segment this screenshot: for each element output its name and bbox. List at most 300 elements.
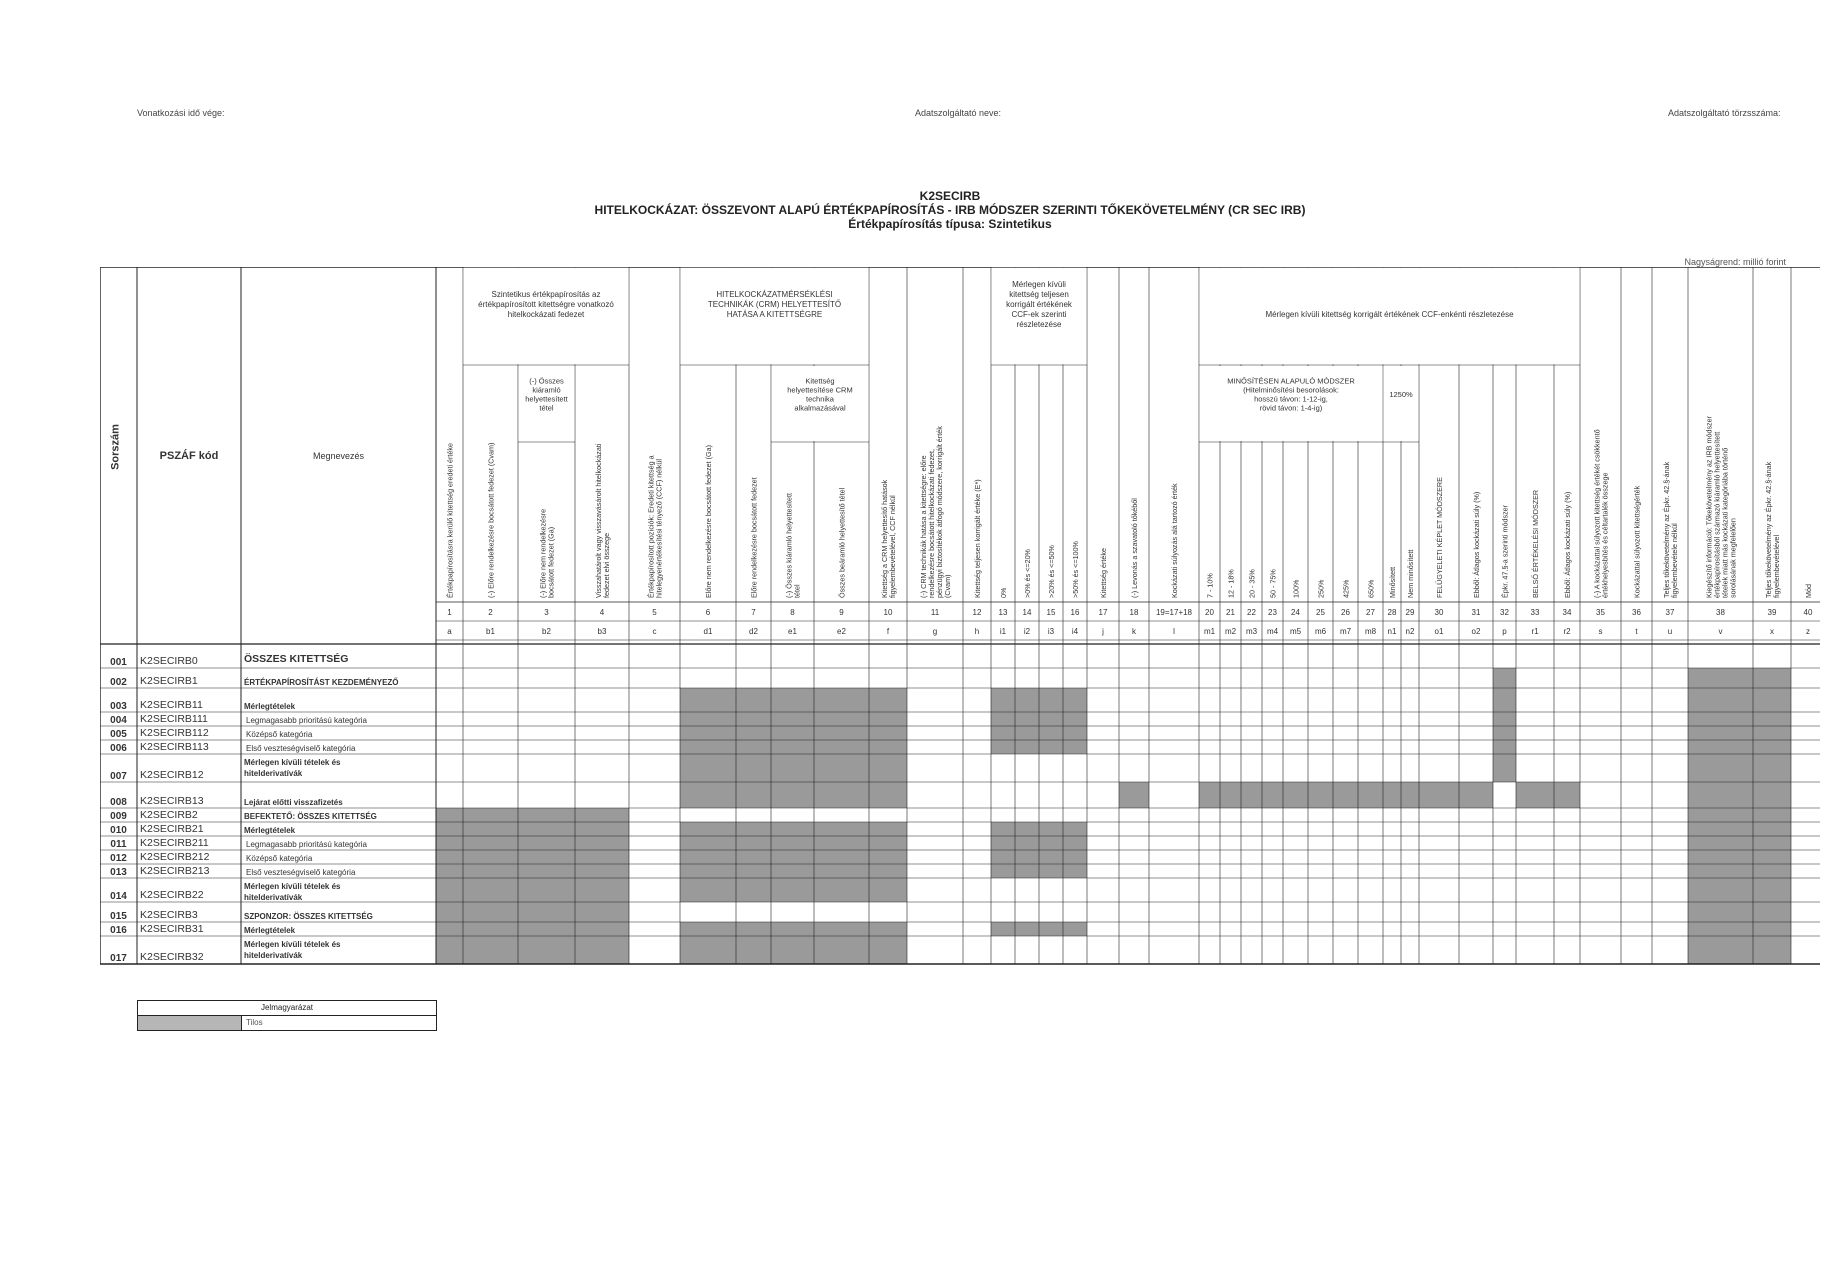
row-name: hitelderivatívák: [244, 893, 303, 902]
group-header-text: hitelkockázati fedezet: [507, 310, 585, 319]
forbidden-cell: [1753, 740, 1791, 754]
forbidden-cell: [736, 878, 771, 902]
forbidden-cell: [575, 902, 629, 922]
column-label: Kockázati súlyozás alá tartozó érték: [1170, 483, 1179, 598]
provider-name-label: Adatszolgáltató neve:: [915, 108, 1002, 118]
forbidden-cell: [1753, 782, 1791, 808]
row-number: 016: [110, 925, 127, 936]
column-letter: m1: [1203, 627, 1216, 636]
forbidden-cell: [680, 712, 736, 726]
forbidden-cell: [1753, 822, 1791, 836]
forbidden-cell: [771, 922, 814, 936]
forbidden-cell: [1308, 782, 1333, 808]
forbidden-cell: [680, 936, 736, 964]
row-name: hitelderivatívák: [244, 951, 303, 960]
column-letter: t: [1635, 627, 1638, 636]
sub-group-header-text: Kitettség: [805, 376, 835, 386]
group-header-text: korrigált értékének: [1006, 300, 1072, 309]
forbidden-cell: [518, 850, 575, 864]
forbidden-cell: [1753, 902, 1791, 922]
forbidden-cell: [1688, 726, 1753, 740]
group-header-text: értékpapírosított kitettségre vonatkozó: [478, 300, 614, 309]
column-letter: x: [1770, 627, 1774, 636]
forbidden-cell: [1039, 712, 1063, 726]
row-name: SZPONZOR: ÖSSZES KITETTSÉG: [244, 912, 373, 921]
row-code: K2SECIRB113: [140, 741, 209, 753]
forbidden-cell: [1063, 864, 1087, 878]
column-letter: d1: [703, 627, 713, 636]
forbidden-cell: [1063, 850, 1087, 864]
column-letter: e2: [837, 627, 846, 636]
column-letter: b1: [486, 627, 495, 636]
column-label: 425%: [1341, 579, 1351, 598]
row-number: 008: [110, 797, 127, 808]
forbidden-cell: [1241, 782, 1262, 808]
forbidden-cell: [1015, 864, 1039, 878]
forbidden-cell: [991, 922, 1015, 936]
forbidden-cell: [814, 726, 869, 740]
forbidden-cell: [1753, 922, 1791, 936]
column-label: Teljes tőkekövetelmény az Épkr. 42.§-ának: [1662, 461, 1671, 598]
column-letter: s: [1598, 627, 1603, 636]
column-number: 23: [1268, 608, 1277, 617]
forbidden-cell: [1039, 864, 1063, 878]
forbidden-cell: [736, 864, 771, 878]
row-name: Legmagasabb prioritású kategória: [246, 716, 367, 725]
legend-title: Jelmagyarázat: [138, 1001, 436, 1016]
forbidden-cell: [575, 922, 629, 936]
forbidden-cell: [518, 808, 575, 822]
forbidden-cell: [518, 836, 575, 850]
row-number: 013: [110, 867, 127, 878]
legend: [137, 1000, 437, 1031]
column-letter: l: [1173, 627, 1175, 636]
column-label: 100%: [1291, 579, 1301, 598]
column-letter: r2: [1563, 627, 1571, 636]
column-label: (-) Levonás a szavatoló tőkéből: [1130, 498, 1139, 598]
column-number: 11: [930, 608, 940, 617]
row-name: Középső kategória: [246, 730, 313, 739]
row-name: Mérlegtételek: [244, 926, 296, 935]
column-label: (-) A kockázattal súlyozott kitettség értékét csökkentő: [1592, 429, 1602, 598]
forbidden-cell: [1015, 822, 1039, 836]
forbidden-cell: [771, 850, 814, 864]
column-number: 6: [705, 608, 711, 617]
row-name: Mérlegen kívüli tételek és: [244, 882, 341, 891]
column-label: tételek miatt más kockázati kategóriába történő: [1720, 447, 1730, 598]
column-label: Nem minősített: [1406, 549, 1415, 598]
forbidden-cell: [1493, 726, 1516, 740]
sorszam-header: Sorszám: [109, 424, 122, 470]
forbidden-cell: [869, 740, 907, 754]
unit-label: Nagyságrend: millió forint: [1684, 257, 1786, 267]
forbidden-cell: [1063, 712, 1087, 726]
forbidden-cell: [991, 740, 1015, 754]
column-label: >50% és <=100%: [1071, 541, 1080, 598]
forbidden-cell: [771, 836, 814, 850]
forbidden-cell: [1753, 754, 1791, 782]
column-letter: b3: [597, 627, 607, 636]
forbidden-cell: [771, 726, 814, 740]
forbidden-cell: [680, 822, 736, 836]
sub-group-header-text: alkalmazásával: [794, 403, 846, 413]
group-header-text: kitettség teljesen: [1009, 290, 1069, 299]
sub-group-header-text: (-) Összes: [529, 376, 564, 386]
row-number: 009: [110, 811, 127, 822]
forbidden-cell: [436, 822, 463, 836]
column-number: 24: [1291, 608, 1300, 617]
row-code: K2SECIRB12: [140, 769, 204, 781]
forbidden-cell: [1039, 850, 1063, 864]
forbidden-cell: [736, 688, 771, 712]
column-label: bocsátott fedezet (Ga): [546, 526, 556, 598]
forbidden-cell: [736, 922, 771, 936]
forbidden-cell: [680, 922, 736, 936]
forbidden-cell: [463, 850, 518, 864]
forbidden-cell: [575, 936, 629, 964]
column-number: 38: [1716, 608, 1725, 617]
forbidden-cell: [1688, 782, 1753, 808]
forbidden-cell: [814, 936, 869, 964]
forbidden-cell: [436, 808, 463, 822]
column-number: 35: [1596, 608, 1605, 617]
column-number: 2: [488, 608, 493, 617]
forbidden-cell: [736, 836, 771, 850]
forbidden-cell: [518, 902, 575, 922]
column-label: Ebből: Átlagos kockázati súly (%): [1563, 491, 1572, 598]
legend-item: Tilos: [246, 1018, 263, 1027]
forbidden-cell: [1753, 850, 1791, 864]
forbidden-cell: [1493, 740, 1516, 754]
column-number: 27: [1366, 608, 1375, 617]
forbidden-cell: [1401, 782, 1419, 808]
forbidden-cell: [1493, 712, 1516, 726]
group-header-text: TECHNIKÁK (CRM) HELYETTESÍTŐ: [707, 300, 842, 309]
forbidden-cell: [463, 864, 518, 878]
forbidden-cell: [1688, 822, 1753, 836]
forbidden-cell: [1383, 782, 1401, 808]
column-number: 34: [1562, 608, 1572, 617]
forbidden-cell: [814, 688, 869, 712]
forbidden-cell: [814, 712, 869, 726]
row-code: K2SECIRB211: [140, 837, 209, 849]
column-letter: i1: [999, 627, 1007, 636]
column-label: Visszahatárolt vagy visszavásárolt hitelkockázati: [594, 443, 603, 598]
forbidden-cell: [575, 808, 629, 822]
forbidden-cell: [1459, 782, 1493, 808]
forbidden-cell: [991, 864, 1015, 878]
forbidden-cell: [680, 864, 736, 878]
row-code: K2SECIRB112: [140, 727, 209, 739]
forbidden-cell: [771, 688, 814, 712]
forbidden-cell: [436, 878, 463, 902]
column-number: 14: [1022, 608, 1032, 617]
column-number: 1: [447, 608, 452, 617]
forbidden-cell: [680, 754, 736, 782]
forbidden-cell: [436, 836, 463, 850]
forbidden-cell: [869, 922, 907, 936]
column-number: 10: [883, 608, 893, 617]
forbidden-cell: [1688, 836, 1753, 850]
forbidden-cell: [436, 922, 463, 936]
row-number: 014: [110, 891, 127, 902]
column-label: figyelembevételével, CCF nélkül: [888, 495, 897, 598]
forbidden-cell: [771, 822, 814, 836]
column-letter: m7: [1339, 627, 1352, 636]
forbidden-cell: [1015, 836, 1039, 850]
forbidden-cell: [869, 822, 907, 836]
column-label: 0%: [999, 587, 1008, 598]
column-label: >20% és <=50%: [1047, 545, 1056, 598]
column-letter: n2: [1405, 627, 1415, 636]
forbidden-cell: [518, 936, 575, 964]
group-header-text: HATÁSA A KITETTSÉGRE: [726, 310, 823, 319]
forbidden-cell: [991, 712, 1015, 726]
forbidden-cell: [680, 850, 736, 864]
column-number: 4: [599, 608, 605, 617]
column-label: Kockázattal súlyozott kitettségérték: [1632, 485, 1642, 598]
column-letter: e1: [788, 627, 797, 636]
column-number: 40: [1803, 608, 1813, 617]
forbidden-cell: [814, 850, 869, 864]
report-table: [100, 267, 1820, 992]
forbidden-cell: [1015, 726, 1039, 740]
forbidden-cell: [736, 754, 771, 782]
forbidden-cell: [1039, 922, 1063, 936]
forbidden-cell: [1753, 808, 1791, 822]
forbidden-cell: [1753, 726, 1791, 740]
row-number: 002: [110, 677, 127, 688]
column-number: 5: [652, 608, 657, 617]
forbidden-cell: [991, 726, 1015, 740]
forbidden-cell: [680, 878, 736, 902]
row-name: ÖSSZES KITETTSÉG: [244, 653, 349, 665]
column-label: Ebből: Átlagos kockázati súly (%): [1472, 491, 1481, 598]
column-label: Mód: [1804, 584, 1813, 598]
sub-group-header-text: 1250%: [1389, 390, 1413, 399]
forbidden-cell: [771, 782, 814, 808]
column-label: 12 - 18%: [1226, 569, 1236, 598]
pszaf-header: PSZÁF kód: [159, 450, 219, 462]
column-number: 3: [544, 608, 549, 617]
row-number: 001: [110, 657, 127, 668]
column-letter: d2: [749, 627, 758, 636]
column-label: 20 - 35%: [1247, 569, 1257, 598]
column-label: Értékpapírosított pozíciók: Eredeti kitettség a: [646, 455, 656, 598]
forbidden-cell: [771, 740, 814, 754]
forbidden-cell: [1516, 782, 1554, 808]
column-number: 20: [1205, 608, 1214, 617]
forbidden-cell: [518, 822, 575, 836]
forbidden-cell: [1015, 850, 1039, 864]
row-name: Középső kategória: [246, 854, 313, 863]
forbidden-cell: [436, 902, 463, 922]
column-label: Kitettség a CRM helyettesítő hatások: [880, 479, 889, 598]
forbidden-cell: [991, 822, 1015, 836]
forbidden-cell: [1753, 668, 1791, 688]
column-label: figyelembevétele nélkül: [1670, 523, 1679, 598]
row-name: ÉRTÉKPAPÍROSÍTÁST KEZDEMÉNYEZŐ: [244, 678, 399, 687]
column-label: Kitettség értéke: [1099, 548, 1108, 598]
column-letter: i2: [1023, 627, 1031, 636]
sub-group-header-text: technika: [806, 394, 834, 404]
forbidden-cell: [680, 782, 736, 808]
forbidden-cell: [1554, 782, 1580, 808]
forbidden-cell: [680, 740, 736, 754]
column-label: pénzügyi biztosítékok átfogó módszere, korrigált érték: [935, 426, 944, 598]
report-title: HITELKOCKÁZAT: ÖSSZEVONT ALAPÚ ÉRTÉKPAPÍROSÍTÁS - IRB MÓDSZER SZERINTI TŐKEKÖVETELMÉNY (CR SEC IRB): [594, 203, 1306, 217]
column-label: BELSŐ ÉRTÉKELÉSI MÓDSZER: [1531, 489, 1540, 598]
forbidden-cell: [869, 864, 907, 878]
forbidden-cell: [1493, 754, 1516, 782]
column-label: Teljes tőkekövetelmény az Épkr. 42.§-ának: [1764, 461, 1773, 598]
forbidden-cell: [518, 864, 575, 878]
column-label: FELÜGYELETI KÉPLET MÓDSZERE: [1435, 477, 1444, 598]
group-header-text: Szintetikus értékpapírosítás az: [491, 290, 601, 299]
forbidden-cell: [1493, 668, 1516, 688]
forbidden-cell: [1015, 922, 1039, 936]
forbidden-cell: [1015, 712, 1039, 726]
column-label: hitelegyenértékesítési tényező (CCF) nélkül: [654, 458, 664, 598]
forbidden-cell: [869, 754, 907, 782]
column-letter: p: [1502, 627, 1507, 636]
column-number: 37: [1665, 608, 1675, 617]
forbidden-cell: [518, 878, 575, 902]
forbidden-cell: [463, 936, 518, 964]
row-code: K2SECIRB22: [140, 889, 204, 901]
row-number: 003: [110, 701, 127, 712]
megnevezes-header: Megnevezés: [312, 451, 365, 461]
group-header-text: Mérlegen kívüli kitettség korrigált értékének CCF-enkénti részletezése: [1265, 310, 1514, 319]
column-letter: c: [652, 627, 657, 636]
forbidden-cell: [1688, 936, 1753, 964]
legend-swatch: [138, 1016, 242, 1030]
column-letter: m6: [1314, 627, 1327, 636]
sub-group-header-text: MINŐSÍTÉSEN ALAPULÓ MÓDSZER: [1227, 376, 1355, 386]
forbidden-cell: [771, 754, 814, 782]
forbidden-cell: [1493, 688, 1516, 712]
forbidden-cell: [436, 864, 463, 878]
column-number: 36: [1632, 608, 1641, 617]
forbidden-cell: [736, 740, 771, 754]
column-number: 21: [1226, 608, 1235, 617]
forbidden-cell: [1220, 782, 1241, 808]
column-number: 16: [1070, 608, 1080, 617]
forbidden-cell: [680, 836, 736, 850]
report-subtitle: Értékpapírosítás típusa: Szintetikus: [848, 217, 1052, 231]
column-number: 8: [790, 608, 795, 617]
forbidden-cell: [814, 836, 869, 850]
forbidden-cell: [1688, 754, 1753, 782]
column-label: 50 - 75%: [1268, 569, 1278, 598]
forbidden-cell: [814, 740, 869, 754]
row-name: Mérlegen kívüli tételek és: [244, 758, 341, 767]
group-header-text: CCF-ek szerinti: [1011, 310, 1067, 319]
forbidden-cell: [814, 864, 869, 878]
column-label: (-) CRM technikák hatása a kitettségre: előre: [919, 455, 928, 598]
column-number: 9: [839, 608, 844, 617]
forbidden-cell: [736, 726, 771, 740]
forbidden-cell: [1688, 740, 1753, 754]
row-name: Első veszteségviselő kategória: [246, 744, 356, 753]
column-letter: a: [447, 627, 452, 636]
forbidden-cell: [1063, 922, 1087, 936]
forbidden-cell: [1039, 836, 1063, 850]
forbidden-cell: [869, 688, 907, 712]
column-label: sorolásának megfelelően: [1728, 518, 1738, 598]
forbidden-cell: [736, 712, 771, 726]
column-letter: m8: [1364, 627, 1377, 636]
forbidden-cell: [771, 712, 814, 726]
forbidden-cell: [771, 878, 814, 902]
row-name: Mérlegtételek: [244, 702, 296, 711]
column-number: 17: [1098, 608, 1108, 617]
legend-row: [138, 1016, 436, 1030]
column-label: >0% és <=20%: [1023, 549, 1032, 598]
sub-group-header-text: rövid távon: 1-4-ig): [1259, 403, 1323, 413]
forbidden-cell: [1063, 836, 1087, 850]
row-name: Mérlegen kívüli tételek és: [244, 940, 341, 949]
column-label: (-) Összes kiáramló helyettesített: [784, 492, 794, 598]
column-label: (Cvam): [943, 574, 952, 598]
row-code: K2SECIRB21: [140, 823, 204, 835]
row-name: Mérlegtételek: [244, 826, 296, 835]
forbidden-cell: [771, 864, 814, 878]
forbidden-cell: [1688, 878, 1753, 902]
forbidden-cell: [1015, 688, 1039, 712]
forbidden-cell: [814, 822, 869, 836]
forbidden-cell: [1283, 782, 1308, 808]
column-letter: o1: [1434, 627, 1444, 636]
forbidden-cell: [869, 712, 907, 726]
forbidden-cell: [1688, 712, 1753, 726]
forbidden-cell: [1753, 836, 1791, 850]
column-letter: r1: [1531, 627, 1539, 636]
forbidden-cell: [736, 850, 771, 864]
column-letter: v: [1718, 627, 1723, 636]
column-label: 250%: [1316, 579, 1326, 598]
column-letter: g: [932, 627, 938, 636]
row-number: 007: [110, 771, 127, 782]
row-code: K2SECIRB31: [140, 923, 204, 935]
forbidden-cell: [575, 864, 629, 878]
forbidden-cell: [991, 850, 1015, 864]
column-number: 12: [972, 608, 982, 617]
row-code: K2SECIRB111: [140, 713, 208, 725]
forbidden-cell: [1358, 782, 1383, 808]
column-number: 18: [1129, 608, 1139, 617]
period-end-label: Vonatkozási idő vége:: [137, 108, 225, 118]
forbidden-cell: [575, 822, 629, 836]
column-number: 13: [998, 608, 1008, 617]
forbidden-cell: [1039, 740, 1063, 754]
column-letter: m2: [1224, 627, 1237, 636]
column-number: 32: [1500, 608, 1509, 617]
group-header-text: részletezése: [1016, 320, 1062, 329]
forbidden-cell: [814, 782, 869, 808]
forbidden-cell: [1688, 850, 1753, 864]
forbidden-cell: [1199, 782, 1220, 808]
column-letter: m5: [1289, 627, 1302, 636]
column-label: (-) Előre nem rendelkezésre: [538, 508, 548, 598]
row-number: 010: [110, 825, 127, 836]
column-label: rendelkezésre bocsátott hitelkockázati fedezet,: [927, 448, 936, 598]
row-code: K2SECIRB3: [140, 909, 198, 921]
column-letter: k: [1132, 627, 1136, 636]
column-letter: i3: [1047, 627, 1055, 636]
row-number: 011: [110, 839, 127, 850]
group-header-text: Mérlegen kívüli: [1012, 280, 1066, 289]
